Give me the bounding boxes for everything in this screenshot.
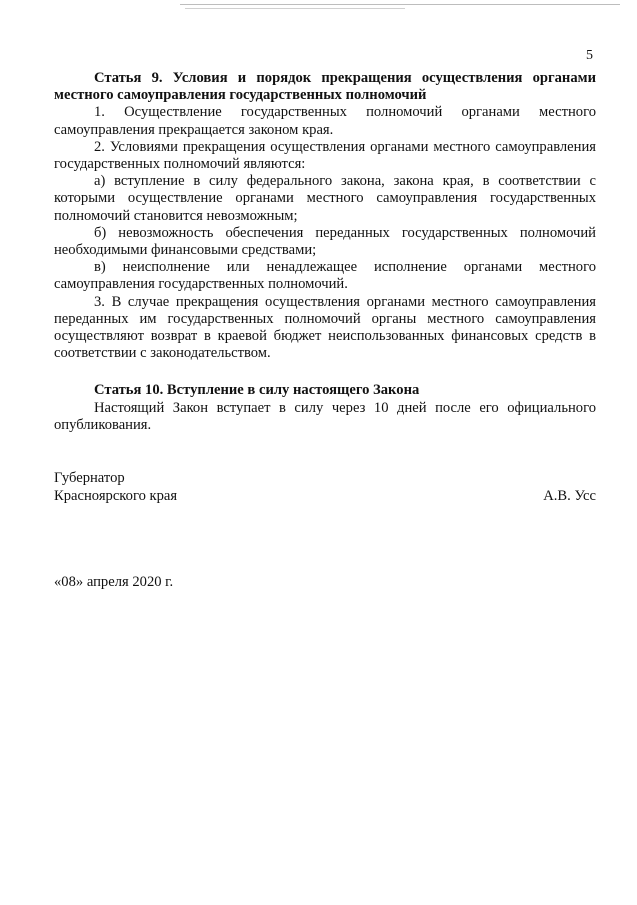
signatory-name: А.В. Усс — [543, 487, 596, 504]
article-10-paragraph-1: Настоящий Закон вступает в силу через 10 дней после его официального опубликования. — [54, 399, 596, 433]
scan-edge-line — [180, 4, 620, 5]
section-gap — [54, 362, 596, 382]
article-9-title: Статья 9. Условия и порядок прекращения осуществления органами местного самоуправления государственных полномочий — [54, 70, 596, 104]
document-date: «08» апреля 2020 г. — [54, 574, 174, 590]
signatory-position-line-1: Губернатор — [54, 470, 125, 486]
signatory-position-line-2: Красноярского края — [54, 487, 178, 504]
signature-block — [54, 470, 596, 505]
article-9-paragraph-1: 1. Осуществление государственных полномочий органами местного самоуправления прекращается законом края. — [54, 104, 596, 138]
article-9-subitem-c: в) неисполнение или ненадлежащее исполнение органами местного самоуправления государственных полномочий. — [54, 259, 596, 293]
article-9-paragraph-2: 2. Условиями прекращения осуществления органами местного самоуправления государственных полномочий являются: — [54, 138, 596, 173]
signature-row — [54, 488, 596, 506]
article-9-subitem-b: б) невозможность обеспечения переданных государственных полномочий необходимыми финансовыми средствами; — [54, 224, 596, 259]
page-number: 5 — [586, 48, 593, 63]
document-body — [54, 70, 596, 434]
article-9-paragraph-3: 3. В случае прекращения осуществления органами местного самоуправления переданных им государственных полномочий органы местного самоуправления осуществляют возврат в краевой бюджет неиспользованных финансовых средств в соответствии с законодательством. — [54, 293, 596, 362]
scan-edge-line — [185, 8, 405, 9]
article-9-subitem-a: а) вступление в силу федерального закона, закона края, в соответствии с которыми осуществление органами местного самоуправления государственных полномочий становится невозможным; — [54, 173, 596, 224]
article-10-title: Статья 10. Вступление в силу настоящего Закона — [94, 382, 420, 399]
